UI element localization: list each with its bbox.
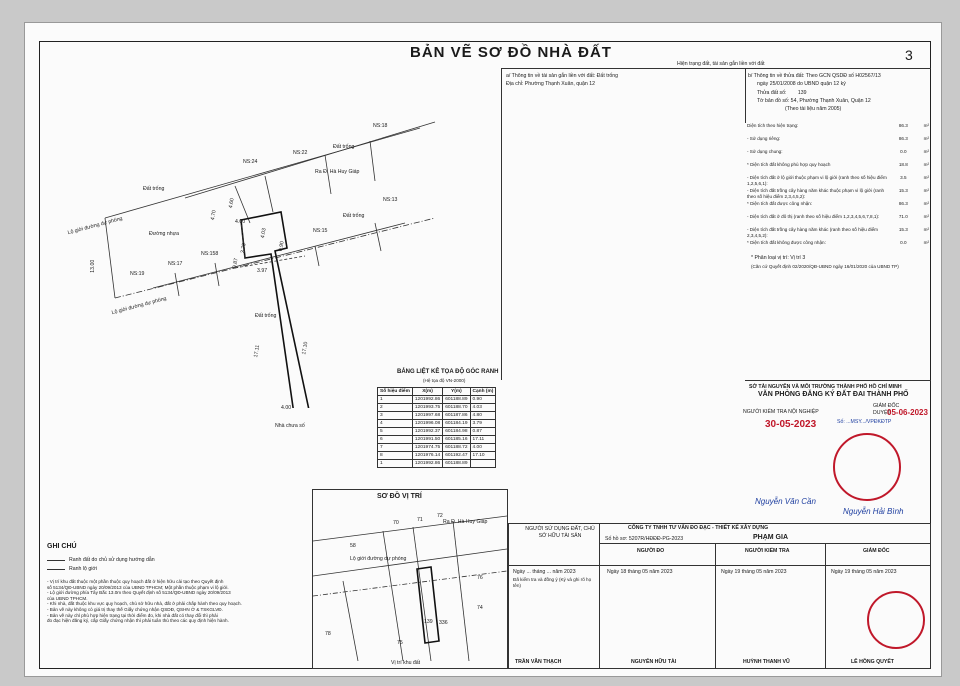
- parcel-date: ngày 25/01/2008 do UBND quận 12 ký: [757, 81, 846, 87]
- area-value: 86.3: [898, 123, 908, 128]
- table-cell: 601188.89: [443, 460, 470, 468]
- table-cell: 1201992.86: [412, 396, 442, 404]
- area-value: 15.3: [898, 227, 908, 232]
- coords-title: BẢNG LIỆT KÊ TỌA ĐỘ GÓC RANH: [397, 369, 499, 375]
- area-unit: m²: [923, 201, 929, 206]
- location-map-title: SƠ ĐỒ VỊ TRÍ: [377, 493, 422, 500]
- table-cell: 601184.19: [443, 420, 470, 428]
- area-label: * Diện tích đất không phù hợp quy hoạch: [747, 162, 831, 167]
- company-name-checker: HUỲNH THANH VŨ: [743, 659, 790, 665]
- map-label-ns15: NS:15: [313, 228, 328, 234]
- area-value: 86.3: [898, 136, 908, 141]
- map-label-empty-land-3: Đất trống: [343, 213, 365, 219]
- dim-4-70: 4.70: [209, 209, 218, 221]
- area-row: [747, 175, 931, 188]
- area-unit: m²: [923, 162, 929, 167]
- office-approved-date: 05-06-2023: [887, 408, 928, 417]
- dim-3-79: 3.79: [239, 242, 248, 254]
- map-label-house-unnumbered: Nhà chưa số: [275, 423, 305, 429]
- table-cell: 1201991.50: [412, 436, 442, 444]
- dim-13-00: 13.00: [90, 259, 97, 273]
- area-unit: m²: [923, 188, 929, 193]
- map-label-empty-land-1: Đất trống: [143, 186, 165, 192]
- owner-label: NGƯỜI SỬ DỤNG ĐẤT, CHỦ SỞ HỮU TÀI SẢN: [525, 526, 595, 539]
- site-map: [75, 108, 495, 408]
- dim-0-90: 0.90: [277, 240, 286, 252]
- table-cell: 2: [378, 404, 413, 412]
- area-value: 3.5: [900, 175, 907, 180]
- location-caption: Vị trí khu đất: [391, 660, 421, 666]
- location-road-limit: Lộ giới đường dự phóng: [350, 556, 407, 562]
- map-label-ns17: NS:17: [168, 261, 183, 267]
- area-row: [747, 123, 931, 136]
- map-label-asphalt: Đường nhựa: [149, 231, 179, 237]
- page-title: BẢN VẼ SƠ ĐỒ NHÀ ĐẤT: [410, 44, 612, 61]
- legend-notes: [47, 579, 309, 624]
- area-value: 86.3: [898, 201, 908, 206]
- company-col-surveyor: NGƯỜI ĐO: [637, 548, 665, 554]
- table-cell: 1201997.68: [412, 412, 442, 420]
- office-signer-1: Nguyễn Văn Cần: [755, 497, 816, 506]
- table-row: [378, 428, 496, 436]
- legend-note: - Bản vẽ này chỉ phù hợp hiện trạng tại thời điểm đo, khi nhà đất có thay đổi thì phải: [47, 612, 218, 618]
- area-row: [747, 162, 931, 175]
- table-cell: 7: [378, 444, 413, 452]
- signature-table: [508, 523, 931, 669]
- area-row: [747, 136, 931, 149]
- coords-subtitle: (Hệ tọa độ VN-2000): [423, 378, 466, 383]
- area-label: - Sử dụng riêng:: [747, 136, 781, 141]
- area-label: * Diện tích đất không được công nhận:: [747, 240, 826, 245]
- location-neighbor: 76: [477, 575, 483, 581]
- table-cell: [470, 460, 496, 468]
- area-unit: m²: [923, 240, 929, 245]
- table-cell: 601187.86: [443, 412, 470, 420]
- legend-note: số 5134/QĐ-UBND ngày 20/09/2013 của UBND TPHCM; Một phần thuộc phạm vi lộ giới.: [47, 584, 229, 590]
- parcel-info: b/ Thông tin về thửa đất: Theo GCN QSDĐ số H02567/13: [748, 73, 881, 79]
- map-label-empty-land-2: Đất trống: [333, 144, 355, 150]
- area-row: [747, 227, 931, 240]
- legend-item-road-limit: Ranh lộ giới: [69, 566, 97, 572]
- map-label-ns158: NS:158: [201, 251, 219, 257]
- area-row: [747, 188, 931, 201]
- dim-4-03: 4.03: [259, 227, 268, 239]
- map-sheet-label: Tờ bản đồ số: 54,: [757, 98, 798, 104]
- map-label-road-arrow: Ra Đ. Hà Huy Giáp: [315, 169, 360, 175]
- header-note: Hiện trạng đất, tài sản gắn liền với đất: [677, 61, 765, 67]
- area-row: [747, 201, 931, 214]
- office-dept: SỞ TÀI NGUYÊN VÀ MÔI TRƯỜNG THÀNH PHỐ HỒ CHÍ MINH: [749, 384, 902, 390]
- table-cell: 6: [378, 436, 413, 444]
- map-label-ns13: NS:13: [383, 197, 398, 203]
- table-row: [378, 444, 496, 452]
- table-cell: 0.87: [470, 428, 496, 436]
- table-cell: 1201992.37: [412, 428, 442, 436]
- dim-4-00-bottom: 4.00: [281, 405, 292, 411]
- area-label: - Sử dụng chung:: [747, 149, 783, 154]
- position-classification: * Phân loại vị trí: Vị trí 3: [751, 255, 806, 261]
- area-label: Diện tích theo hiện trạng:: [747, 123, 799, 128]
- legend-note: - Khi nhà, đất thuộc khu vực quy hoạch, chủ sở hữu nhà, đất ở phải chấp hành theo quy hoạch.: [47, 601, 242, 607]
- company-date-3: Ngày 19 tháng 05 năm 2023: [831, 569, 897, 575]
- table-cell: 1201993.75: [412, 404, 442, 412]
- legal-basis: (Căn cứ Quyết định 02/2020/QĐ-UBND ngày 16/01/2020 của UBND TP): [751, 264, 899, 269]
- coords-header-edge: Cạnh (m): [470, 388, 496, 396]
- table-cell: 601188.89: [443, 396, 470, 404]
- area-row: [747, 149, 931, 162]
- area-label: - Diện tích đất ở đô thị (ranh theo số hiệu điểm 1,2,3,4,5,6,7,8,1):: [747, 214, 880, 219]
- location-road: Ra Đ. Hà Huy Giáp: [443, 519, 488, 525]
- map-label-ns24: NS:24: [243, 159, 258, 165]
- table-cell: 17.11: [470, 436, 496, 444]
- area-label: - Diện tích đất trồng cây hàng năm khác (ranh theo số hiệu điểm 2,3,4,5,2):: [747, 227, 878, 238]
- legend-item-boundary: Ranh đất do chủ sử dụng hướng dẫn: [69, 557, 155, 563]
- table-row: [378, 452, 496, 460]
- table-cell: 3: [378, 412, 413, 420]
- table-row: [378, 412, 496, 420]
- location-neighbor: 70: [393, 520, 399, 526]
- legend-title: GHI CHÚ: [47, 543, 77, 550]
- area-unit: m²: [923, 214, 929, 219]
- table-cell: 601188.72: [443, 444, 470, 452]
- dim-17-10: 17.10: [301, 341, 310, 356]
- area-label: - Diện tích đất ở lộ giới thuộc phạm vi lộ giới (ranh theo số hiệu điểm 1,2,5,6,1):: [747, 175, 887, 186]
- office-director-label: GIÁM ĐỐC: [873, 403, 900, 409]
- table-cell: 4.00: [470, 444, 496, 452]
- legend-note: đo đạc hiện đăng ký, cấp Giấy chứng nhận thì phải tuân thủ theo các quy định hiện hành.: [47, 618, 229, 624]
- location-neighbor: 336: [439, 620, 448, 626]
- table-cell: 1201992.86: [412, 460, 442, 468]
- area-value: 0.0: [900, 240, 907, 245]
- legend-note: - Bản vẽ này không có giá trị thay thế Giấy chứng nhận QSDĐ, QSHN Ở & TSKGLVĐ.: [47, 606, 223, 612]
- parcel-label: Thửa đất số:: [757, 90, 787, 96]
- dim-3-97: 3.97: [257, 268, 268, 274]
- dim-4-60: 4.60: [227, 197, 236, 209]
- table-cell: 5: [378, 428, 413, 436]
- table-cell: 1201976.14: [412, 452, 442, 460]
- dim-4-00-top: 4.00: [235, 219, 246, 225]
- office-name: VĂN PHÒNG ĐĂNG KÝ ĐẤT ĐAI THÀNH PHỐ: [758, 391, 909, 398]
- company-name-surveyor: NGUYỄN HỮU TÀI: [631, 659, 677, 665]
- location-neighbor: 72: [437, 513, 443, 519]
- parcel-number: 139: [797, 90, 807, 96]
- area-unit: m²: [923, 123, 929, 128]
- location-neighbor: 58: [350, 543, 356, 549]
- company-name-director: LÊ HỒNG QUYẾT: [851, 659, 894, 665]
- table-cell: 601185.16: [443, 436, 470, 444]
- table-cell: 1: [378, 460, 413, 468]
- table-cell: 1: [378, 396, 413, 404]
- table-cell: 17.10: [470, 452, 496, 460]
- office-approved: DUYỆT: [873, 410, 891, 416]
- area-row: [747, 214, 931, 227]
- table-cell: 4.80: [470, 412, 496, 420]
- asset-address: Địa chỉ: Phường Thạnh Xuân, quận 12: [506, 81, 595, 87]
- table-cell: 1201996.08: [412, 420, 442, 428]
- area-value: 71.0: [898, 214, 908, 219]
- map-label-ns19: NS:19: [130, 271, 145, 277]
- location-parcel: 139: [424, 619, 433, 625]
- area-unit: m²: [923, 136, 929, 141]
- map-sheet-note: (Theo tài liệu năm 2005): [785, 106, 842, 112]
- table-cell: 0.90: [470, 396, 496, 404]
- area-value: 0.0: [900, 149, 907, 154]
- area-row: [747, 240, 931, 253]
- area-list: [747, 123, 931, 253]
- dim-0-87: 0.87: [231, 257, 240, 269]
- location-neighbor: 74: [477, 605, 483, 611]
- document-sheet: [24, 22, 942, 677]
- owner-note: Đã kiểm tra và đồng ý (Ký và ghi rõ họ tên): [513, 577, 592, 588]
- office-seal: [833, 433, 901, 501]
- table-row: [378, 460, 496, 468]
- table-cell: 4.03: [470, 404, 496, 412]
- table-cell: 601192.47: [443, 452, 470, 460]
- company-brand: PHẠM GIA: [753, 534, 788, 541]
- company-col-checker: NGƯỜI KIỂM TRA: [745, 548, 790, 554]
- location-neighbor: 78: [325, 631, 331, 637]
- dim-17-11: 17.11: [253, 344, 262, 358]
- company-seal: [867, 591, 925, 649]
- map-label-ns22: NS:22: [293, 150, 308, 156]
- table-row: [378, 404, 496, 412]
- office-check-date: 30-05-2023: [765, 419, 817, 430]
- coords-header-y: Y(m): [443, 388, 470, 396]
- table-cell: 601184.98: [443, 428, 470, 436]
- area-unit: m²: [923, 149, 929, 154]
- table-row: [378, 396, 496, 404]
- coords-table: [377, 387, 496, 468]
- company-doc-no: Số hồ sơ: 5207R/HĐĐĐ-PG-2023: [605, 536, 684, 542]
- area-label: * Diện tích đất được công nhận:: [747, 201, 813, 206]
- company-name: CÔNG TY TNHH TƯ VẤN ĐO ĐẠC - THIẾT KẾ XÂY DỰNG: [628, 525, 769, 531]
- legend-note: - Vị trí khu đất thuộc một phần thuộc quy hoạch đất ở hiện hữu cải tạo theo Quyết định: [47, 579, 224, 584]
- office-ref-no: Số: ...MSY.../VPĐKĐTP: [837, 419, 892, 425]
- page-number: 3: [905, 47, 913, 63]
- coords-header-point: Số hiệu điểm: [378, 388, 413, 396]
- company-date-2: Ngày 19 tháng 05 năm 2023: [721, 569, 787, 575]
- company-col-director: GIÁM ĐỐC: [863, 548, 890, 554]
- table-cell: 1201974.75: [412, 444, 442, 452]
- area-value: 15.3: [898, 188, 908, 193]
- location-neighbor: 75: [397, 640, 403, 646]
- map-label-empty-land-4: Đất trống: [255, 313, 277, 319]
- asset-info: a/ Thông tin về tài sản gắn liền với đất: Đất trống: [506, 73, 619, 79]
- office-checker-label: NGƯỜI KIỂM TRA NỘI NGHIỆP: [743, 409, 819, 415]
- table-row: [378, 436, 496, 444]
- map-label-ns18: NS:18: [373, 123, 388, 129]
- area-unit: m²: [923, 227, 929, 232]
- location-neighbor: 71: [417, 517, 423, 523]
- area-unit: m²: [923, 175, 929, 180]
- table-cell: 601188.70: [443, 404, 470, 412]
- table-cell: 3.79: [470, 420, 496, 428]
- office-signer-2: Nguyễn Hải Bình: [843, 507, 904, 516]
- company-date-1: Ngày 18 tháng 05 năm 2023: [607, 569, 673, 575]
- table-row: [378, 420, 496, 428]
- table-cell: 4: [378, 420, 413, 428]
- legend-note: của UBND TPHCM.: [47, 595, 88, 601]
- map-sheet-ward: Phường Thạnh Xuân, Quận 12: [799, 98, 871, 104]
- owner-date: Ngày ... tháng ... năm 2023: [513, 569, 576, 575]
- map-label-road-limit-1: Lộ giới đường dự phóng: [67, 215, 124, 237]
- area-value: 18.8: [898, 162, 908, 167]
- legend-note: - Lộ giới đường phía Tây Bắc 13.0m theo Quyết định số 5134/QĐ-UBND ngày 20/09/2013: [47, 590, 231, 596]
- area-label: - Diện tích đất trồng cây hàng năm khác thuộc phạm vi lộ giới (ranh theo số hiệu điểm 2,3,4,5,2):: [747, 188, 885, 199]
- owner-name: TRẦN VĂN THẠCH: [515, 659, 562, 665]
- coords-header-x: X(m): [412, 388, 442, 396]
- map-label-road-limit-2: Lộ giới đường dự phóng: [111, 295, 168, 317]
- table-cell: 8: [378, 452, 413, 460]
